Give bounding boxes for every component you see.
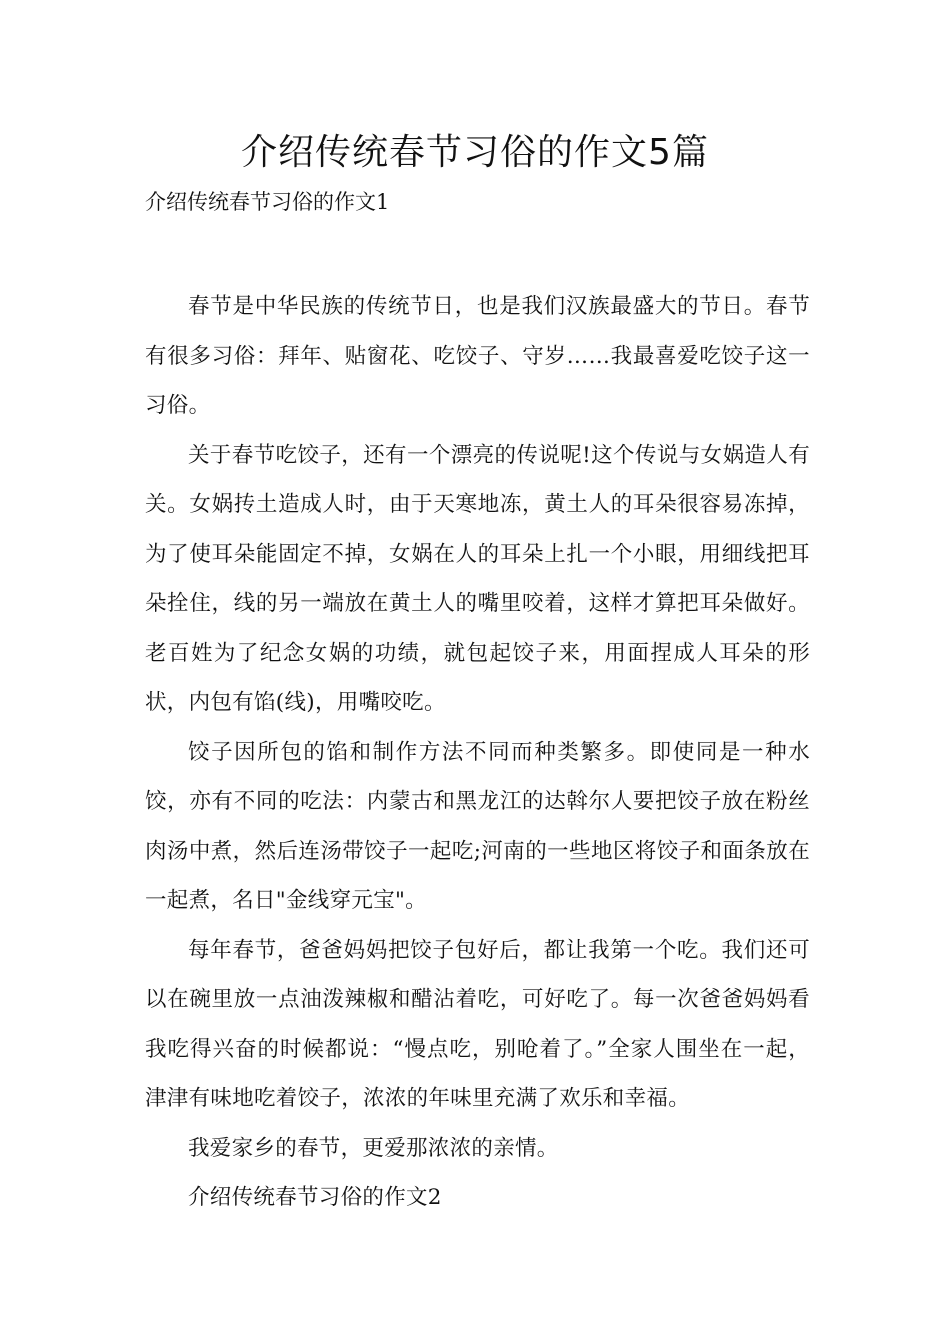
essay-body bbox=[145, 282, 810, 1223]
paragraph: 关于春节吃饺子，还有一个漂亮的传说呢!这个传说与女娲造人有关。女娲抟土造成人时，由于天寒地冻，黄土人的耳朵很容易冻掉，为了使耳朵能固定不掉，女娲在人的耳朵上扎一个小眼，用细线把耳朵拴住，线的另一端放在黄土人的嘴里咬着，这样才算把耳朵做好。老百姓为了纪念女娲的功绩，就包起饺子来，用面捏成人耳朵的形状，内包有馅(线)，用嘴咬吃。 bbox=[145, 442, 810, 715]
next-essay-heading: 介绍传统春节习俗的作文2 bbox=[188, 1185, 442, 1210]
paragraph: 每年春节，爸爸妈妈把饺子包好后，都让我第一个吃。我们还可以在碗里放一点油泼辣椒和醋沾着吃，可好吃了。每一次爸爸妈妈看我吃得兴奋的时候都说：“慢点吃，别呛着了。”全家人围坐在一起，津津有味地吃着饺子，浓浓的年味里充满了欢乐和幸福。 bbox=[145, 937, 810, 1111]
document-title: 介绍传统春节习俗的作文5篇 bbox=[241, 132, 709, 173]
paragraph: 春节是中华民族的传统节日，也是我们汉族最盛大的节日。春节有很多习俗：拜年、贴窗花、吃饺子、守岁……我最喜爱吃饺子这一习俗。 bbox=[145, 294, 810, 418]
paragraph: 饺子因所包的馅和制作方法不同而种类繁多。即使同是一种水饺，亦有不同的吃法：内蒙古和黑龙江的达斡尔人要把饺子放在粉丝肉汤中煮，然后连汤带饺子一起吃;河南的一些地区将饺子和面条放在一起煮，名日"金线穿元宝"。 bbox=[145, 739, 810, 913]
paragraph: 我爱家乡的春节，更爱那浓浓的亲情。 bbox=[188, 1135, 559, 1161]
essay-heading: 介绍传统春节习俗的作文1 bbox=[145, 190, 390, 214]
